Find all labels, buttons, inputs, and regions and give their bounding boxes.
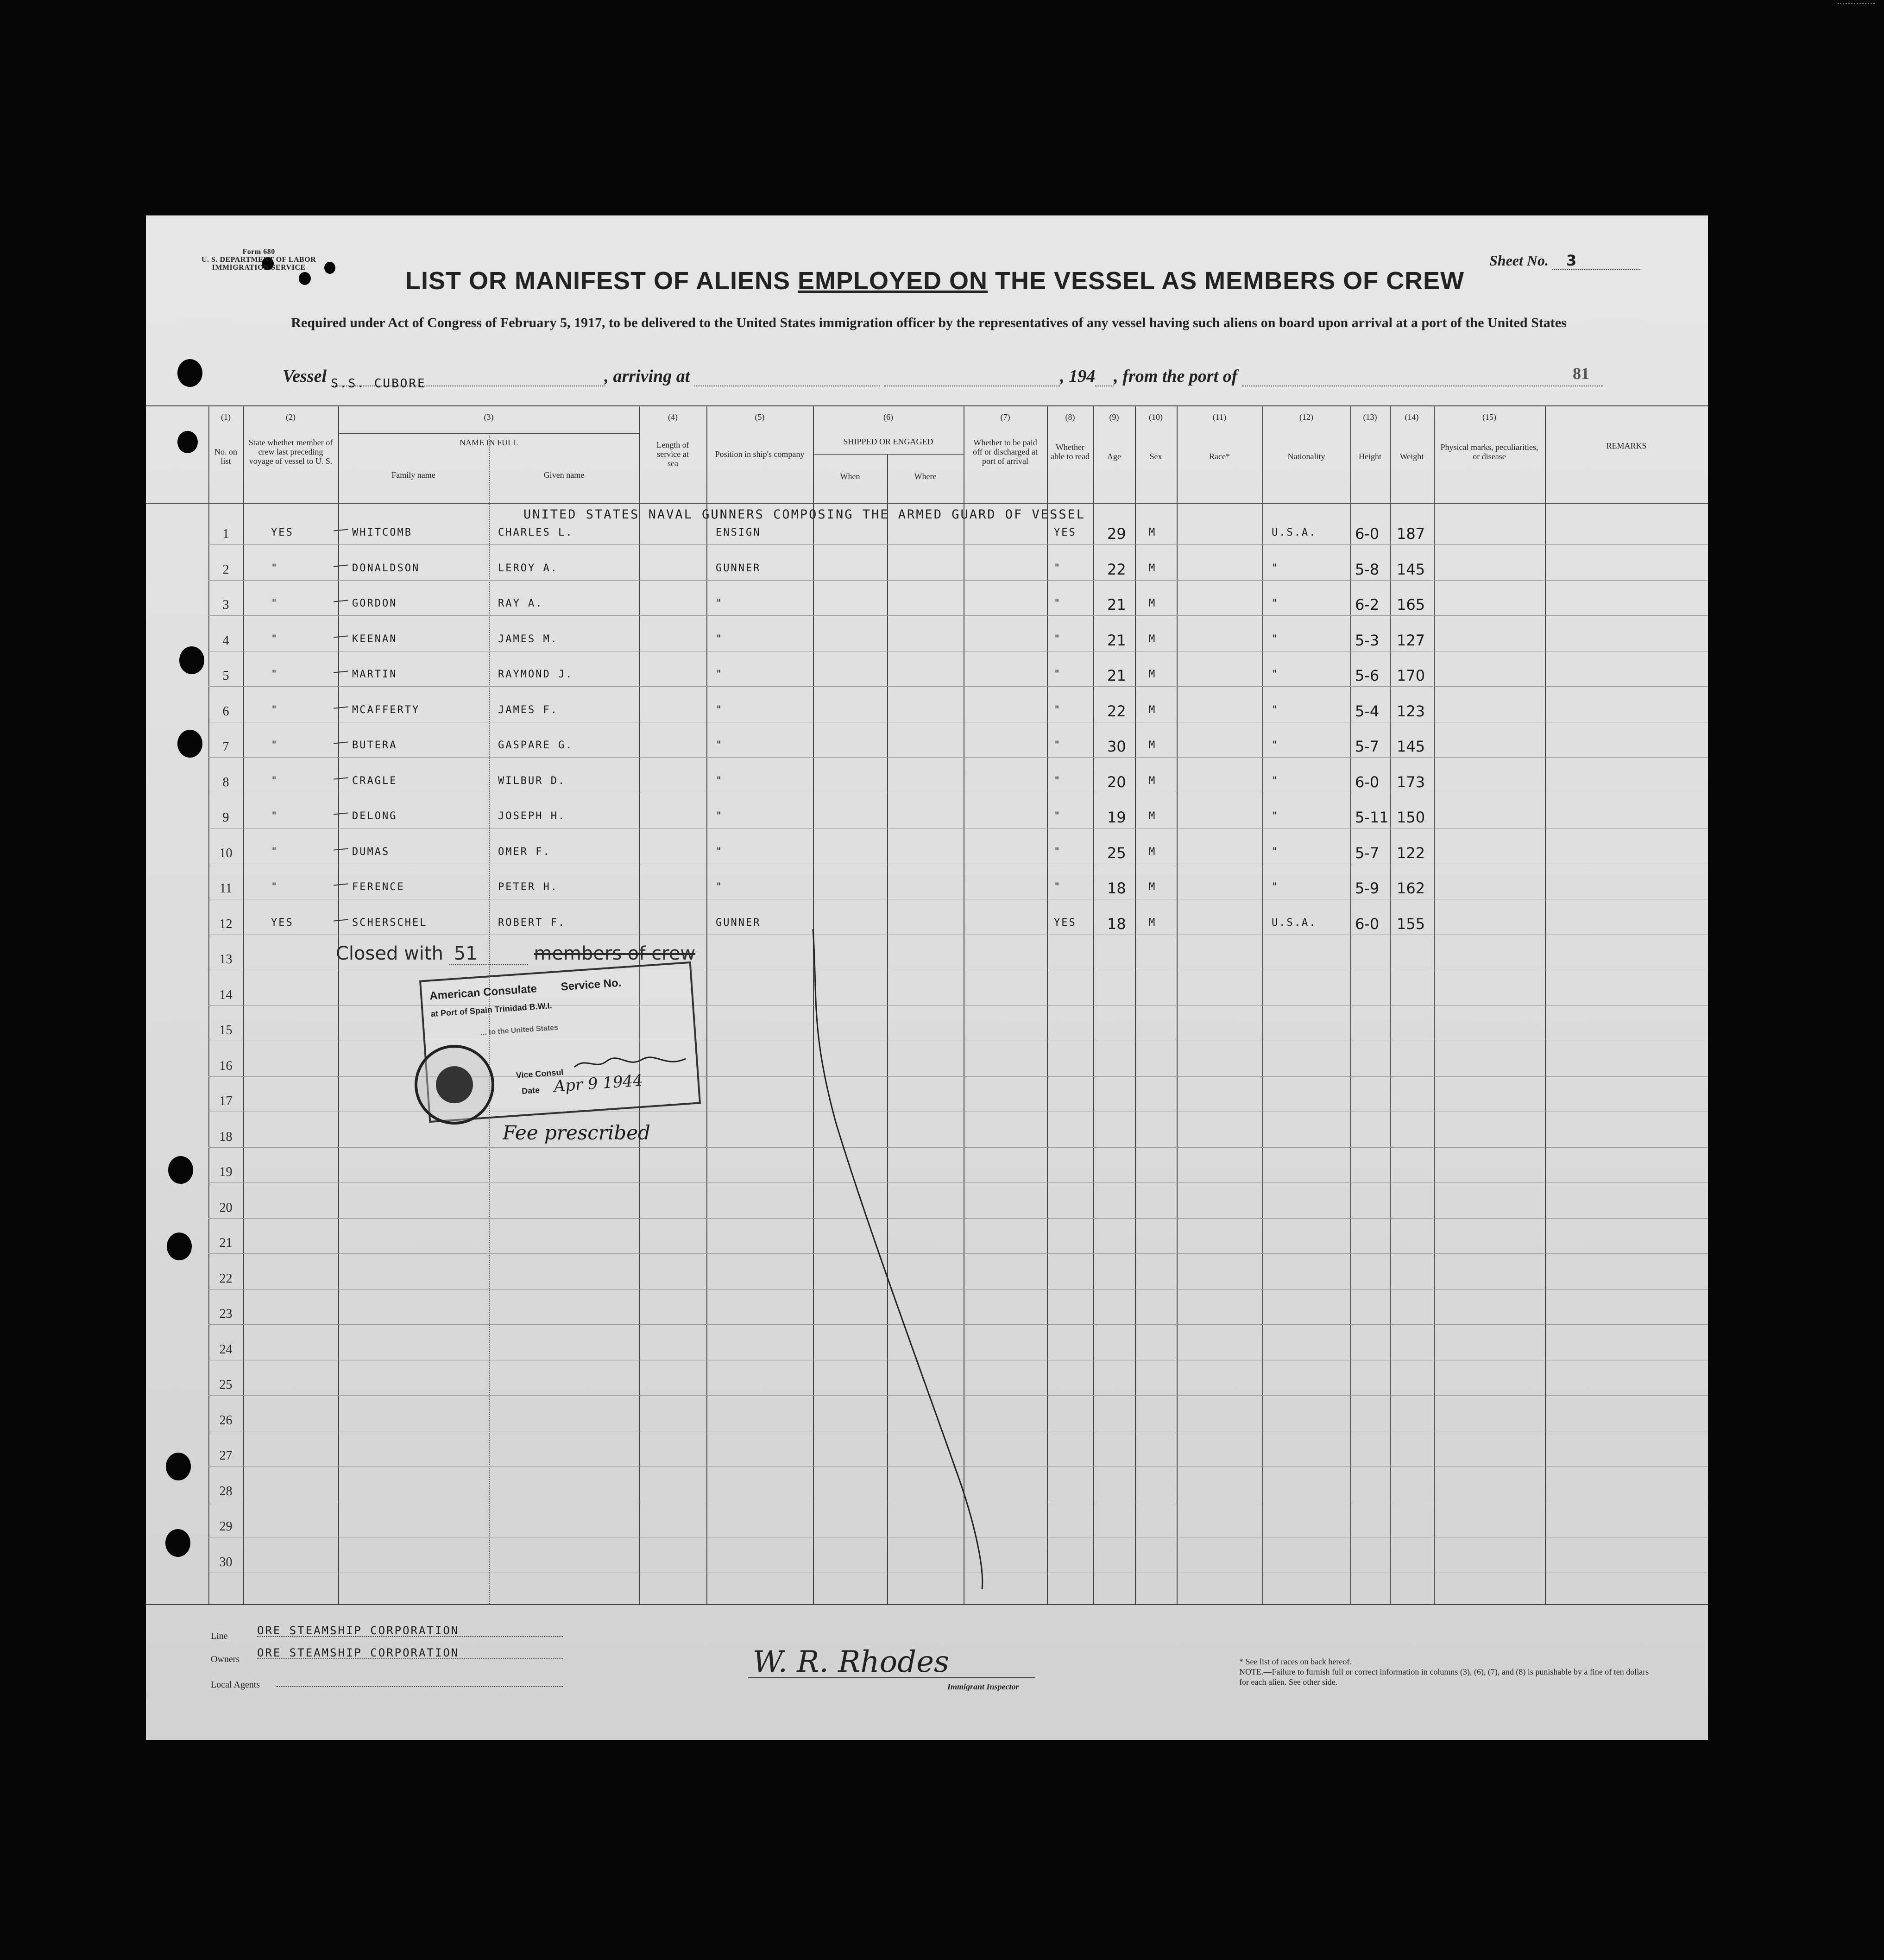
weight-cell: 170 xyxy=(1397,667,1425,684)
sex-cell: M xyxy=(1149,881,1157,893)
col-header-paid-off: Whether to be paid off or discharged at port of arrival xyxy=(973,438,1038,466)
previous-voyage-cell: " xyxy=(271,598,279,609)
handwritten-tick xyxy=(334,706,348,708)
handwritten-tick xyxy=(334,635,348,638)
weight-cell: 150 xyxy=(1397,809,1425,826)
title-part-2: EMPLOYED ON xyxy=(798,267,988,295)
col-header-weight: Weight xyxy=(1399,452,1424,461)
table-top-border xyxy=(146,405,1708,406)
nationality-cell: " xyxy=(1272,704,1279,716)
position-cell: " xyxy=(716,810,724,822)
punch-hole xyxy=(167,1233,192,1260)
row-number: 19 xyxy=(219,1165,233,1179)
col-number-9: (9) xyxy=(1109,412,1119,422)
immigrant-inspector-label: Immigrant Inspector xyxy=(947,1682,1019,1691)
col-header-shipped-or-engaged: SHIPPED OR ENGAGED xyxy=(843,437,933,446)
position-cell: " xyxy=(716,846,724,858)
given-name-cell: LEROY A. xyxy=(498,563,558,574)
age-cell: 22 xyxy=(1107,702,1126,720)
corner-number: 81 xyxy=(1573,364,1589,383)
year-field xyxy=(1095,372,1114,386)
weight-cell: 145 xyxy=(1397,561,1425,578)
handwritten-tick xyxy=(334,741,348,744)
vessel-label: Vessel xyxy=(283,367,327,386)
family-name-cell: MCAFFERTY xyxy=(352,704,420,716)
age-cell: 30 xyxy=(1107,738,1126,755)
col-divider xyxy=(1177,405,1178,1604)
col-number-13: (13) xyxy=(1363,412,1377,422)
line-field xyxy=(257,1624,563,1637)
col-divider xyxy=(1047,405,1048,1604)
row-rule xyxy=(208,544,1708,545)
punch-hole xyxy=(177,431,198,453)
height-cell: 5-8 xyxy=(1355,561,1380,578)
stamp-date: Apr 9 1944 xyxy=(553,1071,643,1096)
age-cell: 29 xyxy=(1107,525,1126,543)
able-to-read-cell: " xyxy=(1054,704,1062,716)
row-number: 5 xyxy=(222,669,229,683)
punch-hole xyxy=(179,646,204,674)
closing-diagonal-stroke xyxy=(808,929,984,1592)
weight-cell: 187 xyxy=(1397,525,1425,543)
footer-notes xyxy=(1239,1657,1656,1687)
family-name-cell: MARTIN xyxy=(352,669,397,680)
previous-voyage-cell: " xyxy=(271,704,279,716)
row-number: 23 xyxy=(219,1307,233,1321)
previous-voyage-cell: " xyxy=(271,633,279,645)
local-agents-label: Local Agents xyxy=(211,1680,260,1690)
subheader-rule xyxy=(813,454,964,455)
row-number: 29 xyxy=(219,1519,233,1534)
height-cell: 6-0 xyxy=(1355,773,1380,791)
row-number: 3 xyxy=(222,598,229,612)
row-number: 20 xyxy=(219,1201,233,1215)
handwritten-tick xyxy=(334,529,348,531)
col-number-4: (4) xyxy=(668,412,678,422)
stamp-destination: ... to the United States xyxy=(480,1024,559,1037)
able-to-read-cell: " xyxy=(1054,633,1062,645)
position-cell: " xyxy=(716,598,724,609)
nationality-cell: U.S.A. xyxy=(1272,917,1317,929)
weight-cell: 127 xyxy=(1397,632,1425,649)
age-cell: 22 xyxy=(1107,561,1126,578)
col-number-2: (2) xyxy=(286,412,296,422)
position-cell: " xyxy=(716,704,724,716)
family-name-cell: DUMAS xyxy=(352,846,390,858)
row-number: 16 xyxy=(219,1059,233,1073)
col-header-physical-marks: Physical marks, peculiarities, or disease xyxy=(1440,443,1538,461)
col-header-race: Race* xyxy=(1209,452,1230,461)
col-header-given-name: Given name xyxy=(543,470,585,480)
row-number: 22 xyxy=(219,1271,233,1286)
fine-note: NOTE.—Failure to furnish full or correct information in columns (3), (6), (7), and (8) is punishable by a fine of ten dollars for each alien. See other side. xyxy=(1239,1667,1649,1687)
consul-signature xyxy=(572,1054,688,1073)
owners-field xyxy=(257,1646,563,1659)
height-cell: 5-3 xyxy=(1355,632,1380,649)
row-number: 8 xyxy=(222,775,229,790)
family-name-cell: GORDON xyxy=(352,598,397,609)
table-bottom-border xyxy=(146,1604,1708,1605)
nationality-cell: " xyxy=(1272,810,1279,822)
form-number: Form 680 xyxy=(242,248,275,256)
col-number-10: (10) xyxy=(1149,412,1163,422)
position-cell: " xyxy=(716,740,724,751)
nationality-cell: U.S.A. xyxy=(1272,527,1317,538)
col-number-12: (12) xyxy=(1299,412,1313,422)
position-cell: " xyxy=(716,633,724,645)
seal-eagle-emblem xyxy=(436,1066,473,1103)
col-header-position: Position in ship's company xyxy=(715,449,805,459)
row-number: 15 xyxy=(219,1023,233,1037)
family-name-cell: DELONG xyxy=(352,810,397,822)
punch-hole xyxy=(177,730,202,758)
inspector-signature: W. R. Rhodes xyxy=(753,1645,949,1679)
age-cell: 21 xyxy=(1107,632,1126,649)
arriving-label: , arriving at xyxy=(604,367,690,386)
form-department-header xyxy=(202,248,316,272)
col-number-15: (15) xyxy=(1482,412,1496,422)
previous-voyage-cell: " xyxy=(271,740,279,751)
punch-hole xyxy=(166,1453,191,1480)
punch-hole xyxy=(324,262,335,274)
page-title xyxy=(405,266,1464,295)
row-number: 25 xyxy=(219,1378,233,1392)
row-number: 6 xyxy=(222,704,229,719)
col-divider xyxy=(1093,405,1094,1604)
family-name-cell: WHITCOMB xyxy=(352,527,412,538)
previous-voyage-cell: " xyxy=(271,810,279,822)
col-number-5: (5) xyxy=(755,412,765,422)
weight-cell: 122 xyxy=(1397,844,1425,862)
row-number: 24 xyxy=(219,1342,233,1357)
weight-cell: 162 xyxy=(1397,879,1425,897)
nationality-cell: " xyxy=(1272,775,1279,787)
col-header-when: When xyxy=(840,472,860,481)
sheet-number-label: Sheet No. xyxy=(1489,252,1549,269)
weight-cell: 123 xyxy=(1397,702,1425,720)
film-edge-mark xyxy=(1838,3,1875,9)
handwritten-tick xyxy=(334,848,348,850)
col-header-nationality: Nationality xyxy=(1287,452,1325,461)
sex-cell: M xyxy=(1149,810,1157,822)
closed-prefix: Closed with xyxy=(336,943,443,964)
able-to-read-cell: YES xyxy=(1054,527,1077,538)
given-name-cell: WILBUR D. xyxy=(498,775,566,787)
able-to-read-cell: " xyxy=(1054,846,1062,858)
height-cell: 6-0 xyxy=(1355,915,1380,933)
row-number: 27 xyxy=(219,1448,233,1463)
sex-cell: M xyxy=(1149,846,1157,858)
able-to-read-cell: " xyxy=(1054,563,1062,574)
row-number: 7 xyxy=(222,740,229,754)
row-rule xyxy=(208,615,1708,616)
given-name-cell: RAY A. xyxy=(498,598,543,609)
stamp-service-no: Service No. xyxy=(560,976,622,993)
sex-cell: M xyxy=(1149,917,1157,929)
punch-hole xyxy=(168,1156,193,1184)
year-label: , 194 xyxy=(1060,367,1096,386)
age-cell: 20 xyxy=(1107,773,1126,791)
col-number-3: (3) xyxy=(484,412,494,422)
age-cell: 21 xyxy=(1107,596,1126,613)
col-number-8: (8) xyxy=(1065,412,1075,422)
sex-cell: M xyxy=(1149,598,1157,609)
age-cell: 18 xyxy=(1107,915,1126,933)
nationality-cell: " xyxy=(1272,633,1279,645)
able-to-read-cell: " xyxy=(1054,810,1062,822)
closed-count: 51 xyxy=(449,943,528,965)
col-divider xyxy=(706,405,707,1604)
position-cell: GUNNER xyxy=(716,563,761,574)
previous-voyage-cell: " xyxy=(271,881,279,893)
col-divider xyxy=(1434,405,1435,1604)
col-header-sex: Sex xyxy=(1149,452,1162,461)
handwritten-tick xyxy=(334,919,348,921)
given-name-cell: JOSEPH H. xyxy=(498,810,566,822)
col-divider xyxy=(1135,405,1136,1604)
sex-cell: M xyxy=(1149,669,1157,680)
col-divider xyxy=(338,405,339,1604)
punch-hole xyxy=(177,359,202,387)
row-rule xyxy=(208,757,1708,758)
previous-voyage-cell: YES xyxy=(271,917,294,929)
nationality-cell: " xyxy=(1272,740,1279,751)
given-name-cell: PETER H. xyxy=(498,881,558,893)
height-cell: 6-2 xyxy=(1355,596,1380,613)
given-name-cell: GASPARE G. xyxy=(498,740,573,751)
position-cell: ENSIGN xyxy=(716,527,761,538)
punch-hole xyxy=(165,1529,190,1557)
stamp-port: at Port of Spain Trinidad B.W.I. xyxy=(430,1001,553,1019)
previous-voyage-cell: " xyxy=(271,669,279,680)
col-header-where: Where xyxy=(914,472,937,481)
punch-hole xyxy=(299,272,311,285)
col-divider xyxy=(1350,405,1351,1604)
col-divider xyxy=(1262,405,1263,1604)
family-name-cell: FERENCE xyxy=(352,881,405,893)
given-name-cell: JAMES M. xyxy=(498,633,558,645)
signature-line xyxy=(748,1677,1035,1678)
height-cell: 5-7 xyxy=(1355,738,1380,755)
previous-voyage-cell: " xyxy=(271,563,279,574)
col-number-1: (1) xyxy=(221,412,231,422)
service-name: IMMIGRATION SERVICE xyxy=(212,264,306,272)
age-cell: 21 xyxy=(1107,667,1126,684)
row-number: 14 xyxy=(219,988,233,1002)
col-number-6: (6) xyxy=(883,412,893,422)
owners-label: Owners xyxy=(211,1654,240,1664)
handwritten-tick xyxy=(334,812,348,815)
height-cell: 5-7 xyxy=(1355,844,1380,862)
title-part-1: LIST OR MANIFEST OF ALIENS xyxy=(405,267,798,295)
col-header-name-in-full: NAME IN FULL xyxy=(460,438,518,447)
col-divider xyxy=(1390,405,1391,1604)
weight-cell: 145 xyxy=(1397,738,1425,755)
stamp-vice-consul: Vice Consul xyxy=(516,1067,564,1080)
position-cell: " xyxy=(716,881,724,893)
sex-cell: M xyxy=(1149,563,1157,574)
vessel-name: S.S. CUBORE xyxy=(331,377,426,391)
vessel-line xyxy=(283,366,1603,391)
nationality-cell: " xyxy=(1272,563,1279,574)
row-number: 1 xyxy=(222,527,229,541)
department-name: U. S. DEPARTMENT OF LABOR xyxy=(202,256,316,264)
position-cell: " xyxy=(716,669,724,680)
able-to-read-cell: " xyxy=(1054,740,1062,751)
col-header-remarks: REMARKS xyxy=(1606,441,1647,450)
nationality-cell: " xyxy=(1272,669,1279,680)
col-header-height: Height xyxy=(1359,452,1381,461)
row-number: 26 xyxy=(219,1413,233,1428)
row-number: 9 xyxy=(222,810,229,825)
line-label: Line xyxy=(211,1631,228,1641)
height-cell: 5-11 xyxy=(1355,809,1389,826)
handwritten-tick xyxy=(334,670,348,673)
subheader-rule xyxy=(338,433,639,434)
stamp-consulate: American Consulate xyxy=(429,982,537,1003)
family-name-cell: CRAGLE xyxy=(352,775,397,787)
family-name-cell: BUTERA xyxy=(352,740,397,751)
manifest-sheet xyxy=(146,215,1708,1740)
row-number: 13 xyxy=(219,952,233,967)
family-name-cell: KEENAN xyxy=(352,633,397,645)
row-number: 18 xyxy=(219,1130,233,1144)
nationality-cell: " xyxy=(1272,598,1279,609)
row-rule xyxy=(208,580,1708,581)
previous-voyage-cell: " xyxy=(271,775,279,787)
row-number: 4 xyxy=(222,633,229,648)
family-name-cell: SCHERSCHEL xyxy=(352,917,428,929)
family-name-cell: DONALDSON xyxy=(352,563,420,574)
able-to-read-cell: YES xyxy=(1054,917,1077,929)
row-number: 11 xyxy=(220,881,232,896)
armed-guard-banner: UNITED STATES NAVAL GUNNERS COMPOSING THE ARMED GUARD OF VESSEL xyxy=(523,507,1086,522)
col-header-previous-voyage: State whether member of crew last preceding voyage of vessel to U. S. xyxy=(248,438,333,466)
race-note: * See list of races on back hereof. xyxy=(1239,1657,1352,1666)
closed-with-note xyxy=(336,943,695,965)
col-header-able-to-read: Whether able to read xyxy=(1051,443,1090,461)
handwritten-tick xyxy=(334,600,348,602)
weight-cell: 155 xyxy=(1397,915,1425,933)
height-cell: 5-6 xyxy=(1355,667,1380,684)
arriving-date-field xyxy=(884,372,1060,386)
nationality-cell: " xyxy=(1272,846,1279,858)
sex-cell: M xyxy=(1149,740,1157,751)
sheet-number xyxy=(1489,252,1640,270)
weight-cell: 165 xyxy=(1397,596,1425,613)
row-number: 17 xyxy=(219,1094,233,1108)
age-cell: 18 xyxy=(1107,879,1126,897)
line-value: ORE STEAMSHIP CORPORATION xyxy=(257,1624,460,1637)
able-to-read-cell: " xyxy=(1054,881,1062,893)
sex-cell: M xyxy=(1149,704,1157,716)
vessel-name-field xyxy=(331,372,605,391)
age-cell: 25 xyxy=(1107,844,1126,862)
given-name-cell: JAMES F. xyxy=(498,704,558,716)
row-rule xyxy=(208,686,1708,687)
height-cell: 5-9 xyxy=(1355,879,1380,897)
given-name-cell: RAYMOND J. xyxy=(498,669,573,680)
owners-value: ORE STEAMSHIP CORPORATION xyxy=(257,1646,460,1659)
handwritten-tick xyxy=(334,777,348,779)
col-header-family-name: Family name xyxy=(391,470,435,480)
from-port-label: , from the port of xyxy=(1114,367,1238,386)
col-header-no-on-list: No. on list xyxy=(214,447,237,466)
position-cell: GUNNER xyxy=(716,917,761,929)
row-number: 21 xyxy=(219,1236,233,1250)
height-cell: 5-4 xyxy=(1355,702,1380,720)
header-bottom-border xyxy=(146,503,1708,504)
row-number: 12 xyxy=(219,917,233,931)
weight-cell: 173 xyxy=(1397,773,1425,791)
able-to-read-cell: " xyxy=(1054,775,1062,787)
col-number-11: (11) xyxy=(1212,412,1227,422)
previous-voyage-cell: " xyxy=(271,846,279,858)
stamp-handwritten-note: Fee prescribed xyxy=(503,1121,650,1144)
given-name-cell: OMER F. xyxy=(498,846,551,858)
col-divider xyxy=(243,405,244,1604)
sex-cell: M xyxy=(1149,775,1157,787)
given-name-cell: ROBERT F. xyxy=(498,917,566,929)
row-number: 30 xyxy=(219,1555,233,1569)
nationality-cell: " xyxy=(1272,881,1279,893)
row-number: 28 xyxy=(219,1484,233,1498)
row-number: 10 xyxy=(219,846,233,860)
height-cell: 6-0 xyxy=(1355,525,1380,543)
local-agents-field xyxy=(276,1674,563,1687)
position-cell: " xyxy=(716,775,724,787)
previous-voyage-cell: YES xyxy=(271,527,294,538)
col-number-14: (14) xyxy=(1405,412,1419,422)
col-number-7: (7) xyxy=(1000,412,1010,422)
closed-suffix: members of crew xyxy=(534,943,696,964)
from-port-field xyxy=(1242,372,1603,386)
col-header-length-of-service: Length of service at sea xyxy=(656,440,689,468)
stamp-date-label: Date xyxy=(521,1085,540,1096)
arriving-port-field xyxy=(694,372,880,386)
handwritten-tick xyxy=(334,883,348,885)
sex-cell: M xyxy=(1149,527,1157,538)
consulate-seal xyxy=(415,1045,494,1125)
col-divider xyxy=(1545,405,1546,1604)
row-number: 2 xyxy=(222,563,229,577)
form-subtitle: Required under Act of Congress of February 5, 1917, to be delivered to the United States immigration officer by the representatives of any vessel having such aliens on board upon arrival at a port of the United States xyxy=(291,315,1567,330)
title-part-3: THE VESSEL AS MEMBERS OF CREW xyxy=(988,267,1465,295)
handwritten-tick xyxy=(334,564,348,567)
given-name-cell: CHARLES L. xyxy=(498,527,573,538)
sheet-number-value: 3 xyxy=(1552,252,1640,270)
able-to-read-cell: " xyxy=(1054,669,1062,680)
able-to-read-cell: " xyxy=(1054,598,1062,609)
col-header-age: Age xyxy=(1107,452,1121,461)
sex-cell: M xyxy=(1149,633,1157,645)
age-cell: 19 xyxy=(1107,809,1126,826)
